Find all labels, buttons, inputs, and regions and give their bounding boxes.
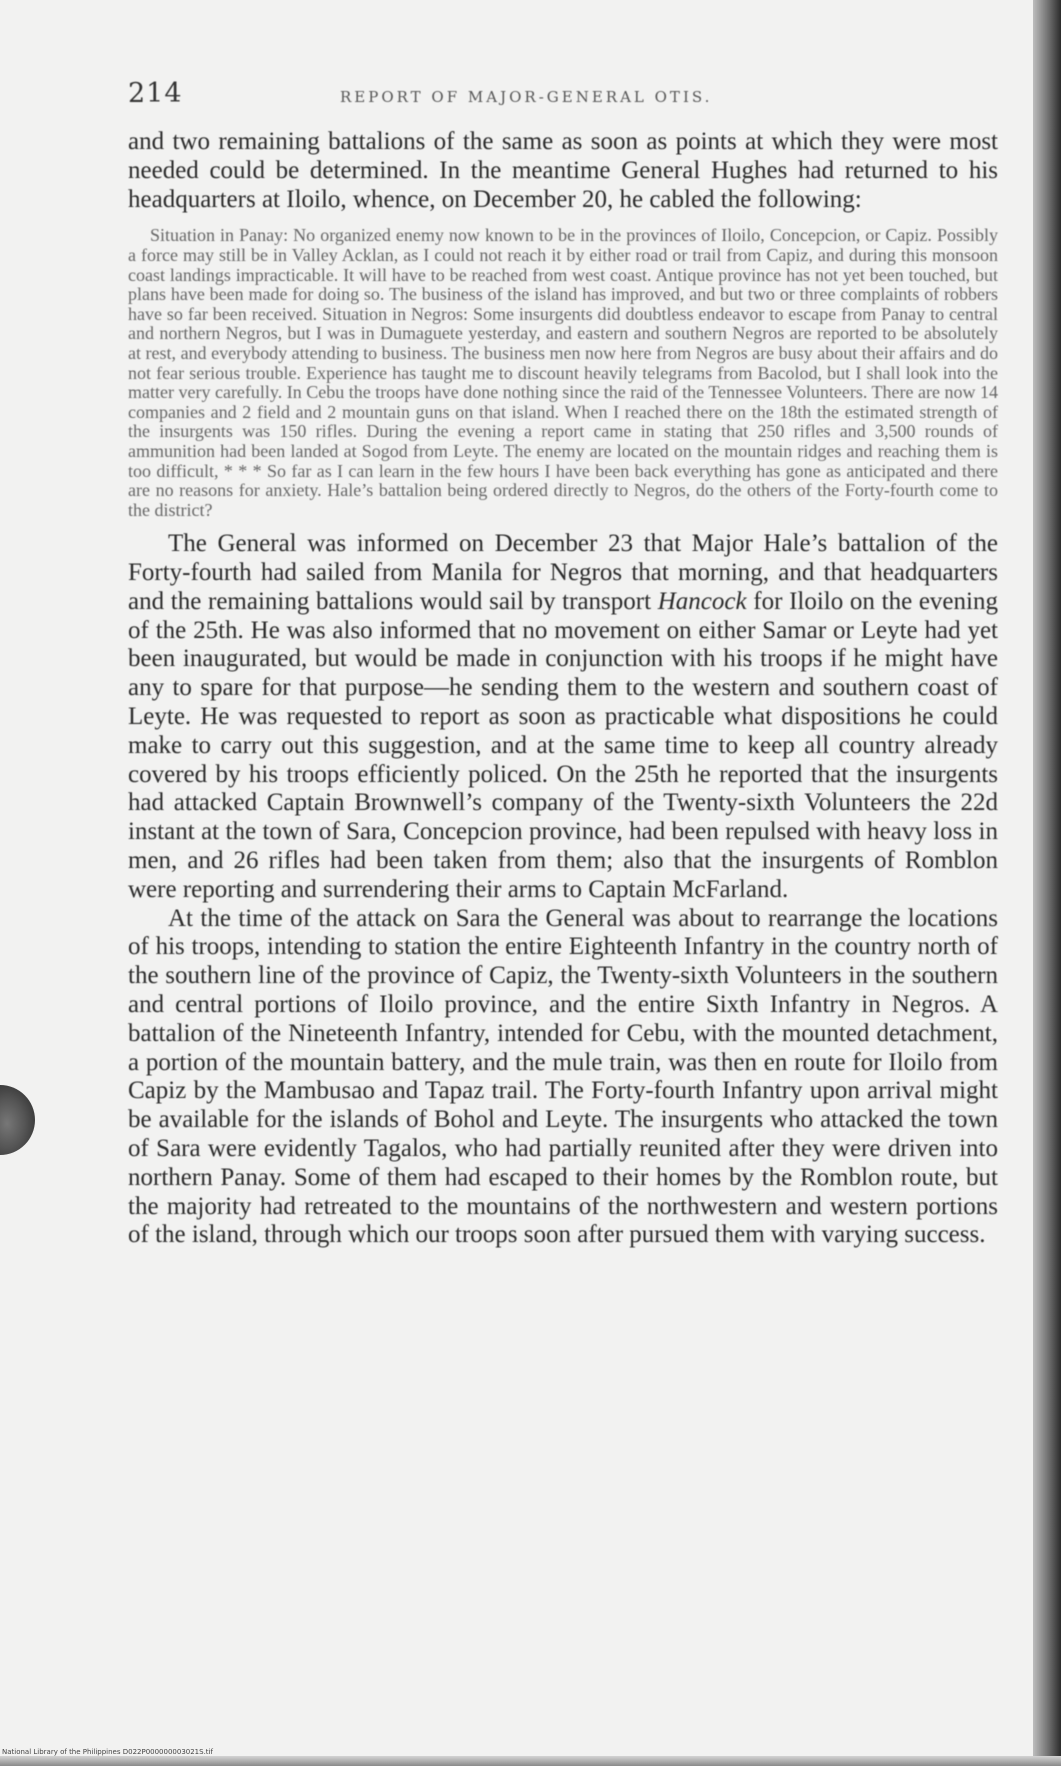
paragraph-2-part-1: The General was informed on December 23 that Major Hale’s battalion of the Forty-fourth had sailed from Manila for Negros that morning, and that headquarters and the remaining battalions would sail by transport [128,530,998,615]
paragraph-2 [128,530,998,904]
page-number: 214 [128,78,183,109]
running-title: REPORT OF MAJOR-GENERAL OTIS. [340,88,713,106]
page-header [128,78,998,118]
cable-quote: Situation in Panay: No organized enemy now known to be in the provinces of Iloilo, Concepcion, or Capiz. Possibly a force may still be in Valley Acklan, as I could not reach it by either road or trail from Capiz, and during this monsoon coast landings impracticable. It will have to be reached from west coast. Antique province has not yet been touched, but plans have been made for doing so. The business of the island has improved, and but two or three complaints of robbers have so far been received. Situation in Negros: Some insurgents did doubtless endeavor to escape from Panay to central and northern Negros, but I was in Dumaguete yesterday, and eastern and southern Negros are reported to be absolutely at rest, and everybody attending to business. The business men now here from Negros are busy about their affairs and do not fear serious trouble. Experience has taught me to discount heavily telegrams from Bacolod, but I shall look into the matter very carefully. In Cebu the troops have done nothing since the raid of the Tennessee Volunteers. There are now 14 companies and 2 field and 2 mountain guns on that island. When I reached there on the 18th the estimated strength of the insurgents was 150 rifles. During the evening a report came in stating that 250 rifles and 3,500 rounds of ammunition had been landed at Sogod from Leyte. The enemy are located on the mountain ridges and reaching them is too difficult, * * * So far as I can learn in the few hours I have been back everything has gone as anticipated and there are no reasons for anxiety. Hale’s battalion being ordered directly to Negros, do the others of the Forty-fourth come to the district? [128,225,998,520]
paragraph-2-part-2: for Iloilo on the evening of the 25th. He was also informed that no movement on either Samar or Leyte had yet been inaugurated, but would be made in conjunction with his troops if he might have any to spare for that purpose—he sending them to the western and southern coast of Leyte. He was requested to report as soon as practicable what dispositions he could make to carry out this suggestion, and at the same time to keep all country already covered by his troops efficiently policed. On the 25th he reported that the insurgents had attacked Captain Brownwell’s company of the Twenty-sixth Volunteers the 22d instant at the town of Sara, Concepcion province, had been repulsed with heavy loss in men, and 26 rifles had been taken from them; also that the insurgents of Romblon were reporting and surrendering their arms to Captain McFarland. [128,587,998,903]
ship-name: Hancock [657,587,747,615]
page-bottom-edge [0,1756,1061,1766]
page-content [128,78,998,1250]
scan-source-label: National Library of the Philippines D022P000000003021S.tif [2,1748,213,1756]
thumb-shadow [0,1085,35,1155]
paragraph-1: and two remaining battalions of the same as soon as points at which they were most needed could be determined. In the meantime General Hughes had returned to his headquarters at Iloilo, whence, on December 20, he cabled the following: [128,128,998,213]
page-edge-shadow [1033,0,1061,1766]
paragraph-3: At the time of the attack on Sara the General was about to rearrange the locations of his troops, intending to station the entire Eighteenth Infantry in the country north of the southern line of the province of Capiz, the Twenty-sixth Volunteers in the southern and central portions of Iloilo province, and the entire Sixth Infantry in Negros. A battalion of the Nineteenth Infantry, intended for Cebu, with the mounted detachment, a portion of the mountain battery, and the mule train, was then en route for Iloilo from Capiz by the Mambusao and Tapaz trail. The Forty-fourth Infantry upon arrival might be available for the islands of Bohol and Leyte. The insurgents who attacked the town of Sara were evidently Tagalos, who had partially reunited after they were driven into northern Panay. Some of them had escaped to their homes by the Romblon route, but the majority had retreated to the mountains of the northwestern and western portions of the island, through which our troops soon after pursued them with varying success. [128,904,998,1249]
